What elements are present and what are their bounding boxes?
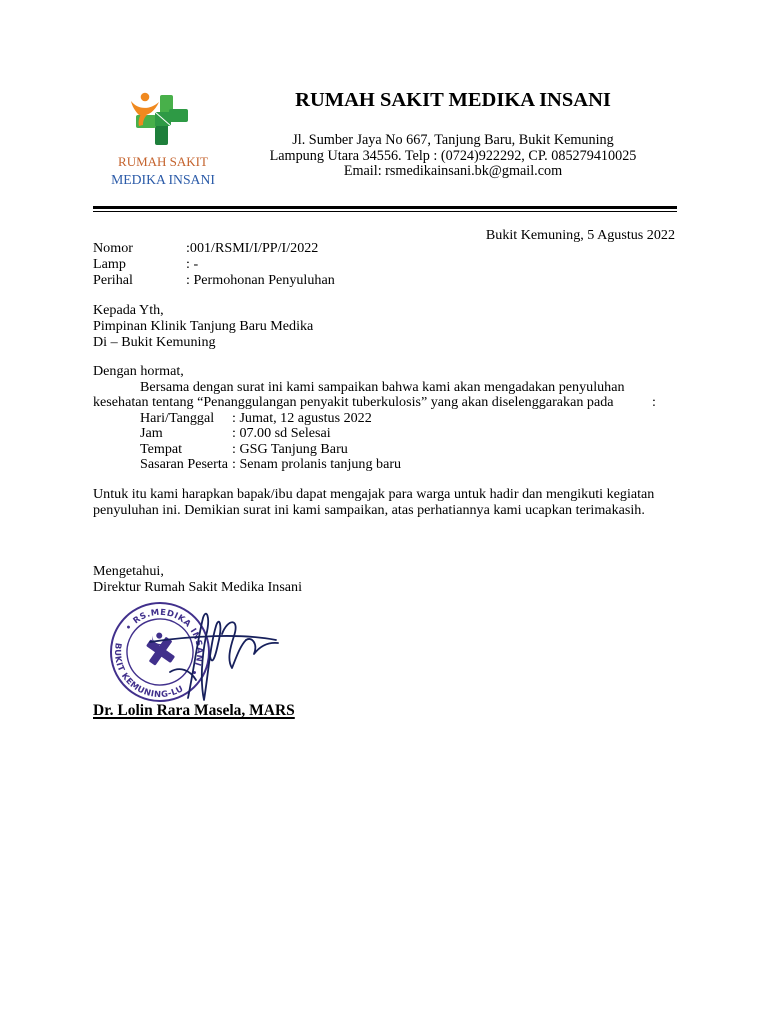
hospital-logo (103, 88, 223, 194)
intro-line2-row (93, 395, 683, 411)
stamp-top-text-path: • RS.MEDIKA INSANI • (123, 606, 206, 678)
logo-cross-bottom-arm (155, 124, 168, 145)
logo-person-head-icon (141, 93, 150, 102)
intro-line2: kesehatan tentang “Penanggulangan penyakit tuberkulosis” yang akan diselenggarakan pada (93, 394, 614, 410)
recipient-line: Pimpinan Klinik Tanjung Baru Medika (93, 318, 314, 334)
meta-row (93, 240, 683, 256)
meta-label: Perihal (93, 272, 133, 288)
stamp-emblem-icon (139, 630, 182, 672)
detail-value: : Jumat, 12 agustus 2022 (232, 409, 372, 426)
logo-person-body-icon (131, 101, 159, 115)
detail-value: : Senam prolanis tanjung baru (232, 456, 402, 472)
detail-row (93, 442, 683, 458)
letter-body (93, 364, 683, 473)
letterhead-address-line1: Jl. Sumber Jaya No 667, Tanjung Baru, Bukit Kemuning (292, 132, 614, 148)
meta-row (93, 272, 683, 288)
logo-cross-right-arm (169, 109, 188, 122)
meta-value: : Permohonan Penyuluhan (186, 272, 335, 288)
meta-value: : - (186, 256, 199, 272)
detail-value: : 07.00 sd Selesai (232, 425, 331, 441)
letter-meta (93, 240, 683, 288)
stamp-bottom-text-path: BUKIT KEMUNING-LU (112, 642, 185, 700)
detail-label: Jam (140, 425, 163, 441)
signer-name: Dr. Lolin Rara Masela, MARS (93, 702, 295, 719)
greeting: Dengan hormat, (93, 363, 184, 379)
letterhead-title: RUMAH SAKIT MEDIKA INSANI (295, 89, 611, 111)
acknowledged-label: Mengetahui, (93, 563, 164, 579)
intro-line1: Bersama dengan surat ini kami sampaikan bahwa kami akan mengadakan penyuluhan (140, 378, 625, 395)
meta-label: Nomor (93, 240, 133, 256)
hospital-cross-logo-icon (103, 88, 223, 152)
recipient-line: Kepada Yth, (93, 302, 164, 318)
closing-line: penyuluhan ini. Demikian surat ini kami sampaikan, atas perhatiannya kami ucapkan terimakasih. (93, 501, 645, 518)
place-date: Bukit Kemuning, 5 Agustus 2022 (485, 227, 675, 243)
meta-row (93, 256, 683, 272)
intro-trailing-colon: : (652, 394, 656, 410)
meta-label: Lamp (93, 256, 126, 272)
recipient-block (93, 302, 683, 350)
stamp-and-signature (100, 596, 290, 708)
closing-paragraph (93, 487, 683, 518)
detail-row (93, 457, 683, 473)
detail-label: Tempat (140, 440, 183, 457)
signature-block (93, 563, 683, 595)
logo-text-line1: RUMAH SAKIT (118, 154, 208, 169)
letterhead-address-line2: Lampung Utara 34556. Telp : (0724)922292, CP. 085279410025 (269, 148, 637, 164)
letterhead-divider-thin (93, 211, 677, 212)
detail-label: Sasaran Peserta (140, 456, 229, 472)
logo-text-line2: MEDIKA INSANI (111, 172, 215, 187)
letterhead-divider-thick (93, 206, 677, 209)
recipient-line: Di – Bukit Kemuning (93, 334, 216, 350)
hospital-stamp-icon (100, 596, 228, 708)
detail-row (93, 426, 683, 442)
detail-label: Hari/Tanggal (140, 409, 215, 426)
meta-value: :001/RSMI/I/PP/I/2022 (186, 240, 319, 256)
letterhead-email: Email: rsmedikainsani.bk@gmail.com (343, 163, 563, 179)
detail-value: : GSG Tanjung Baru (232, 440, 348, 457)
signer-position: Direktur Rumah Sakit Medika Insani (93, 579, 303, 595)
closing-line: Untuk itu kami harapkan bapak/ibu dapat mengajak para warga untuk hadir dan mengikuti kegiatan (93, 486, 655, 502)
detail-row (93, 411, 683, 427)
